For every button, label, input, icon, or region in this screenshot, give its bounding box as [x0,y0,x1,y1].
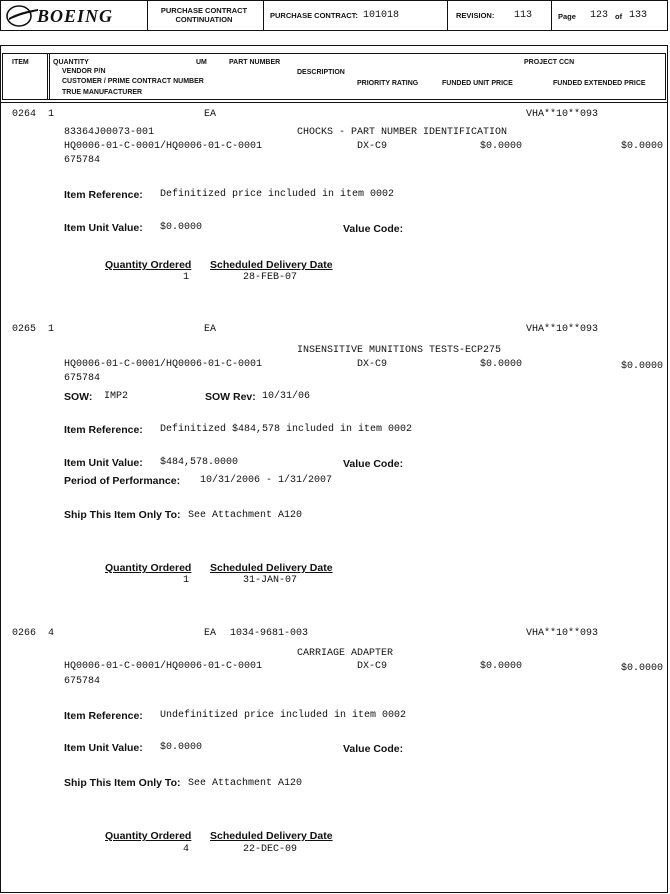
col-part-number: PART NUMBER [229,59,281,66]
header-rule [0,102,668,103]
item-number: 0264 [12,109,37,120]
document-header [0,0,668,31]
sow-rev-label: SOW Rev: [205,391,256,403]
col-um: UM [196,59,207,66]
divider [551,1,552,31]
boeing-logo [5,4,140,28]
item-unit-value: $0.0000 [160,222,203,233]
item-contract: HQ0006-01-C-0001/HQ0006-01-C-0001 [64,359,263,370]
item-contract: HQ0006-01-C-0001/HQ0006-01-C-0001 [64,141,263,152]
scheduled-delivery-label: Scheduled Delivery Date [210,259,333,271]
page-total: 133 [629,10,648,21]
item-reference-label: Item Reference: [64,424,143,436]
col-item: ITEM [12,59,29,66]
scheduled-delivery-label: Scheduled Delivery Date [210,562,333,574]
item-quantity: 4 [48,628,55,639]
scheduled-delivery-value: 22-DEC-09 [243,844,298,855]
page-frame [0,45,668,893]
item-contract: HQ0006-01-C-0001/HQ0006-01-C-0001 [64,661,263,672]
value-code-label: Value Code: [343,458,404,470]
period-value: 10/31/2006 - 1/31/2007 [200,475,333,486]
item-quantity: 1 [48,109,55,120]
divider [49,54,50,99]
item-description: CHOCKS - PART NUMBER IDENTIFICATION [297,127,508,138]
sow-rev-value: 10/31/06 [262,391,311,402]
item-reference-value: Undefinitized price included in item 0002 [160,710,407,721]
doc-title-line1: PURCHASE CONTRACT [160,6,248,15]
item-description: CARRIAGE ADAPTER [297,648,394,659]
ship-only-label: Ship This Item Only To: [64,777,181,789]
value-code-label: Value Code: [343,223,404,235]
item-project-ccn: VHA**10**093 [526,109,599,120]
ship-only-value: See Attachment A120 [188,778,303,789]
item-extended-price: $0.0000 [621,663,664,674]
col-funded-unit-price: FUNDED UNIT PRICE [442,80,513,87]
divider [447,1,448,31]
item-reference-label: Item Reference: [64,189,143,201]
item-manufacturer: 675784 [64,676,101,687]
sow-label: SOW: [64,391,93,403]
item-unit-value-label: Item Unit Value: [64,222,143,234]
value-code-label: Value Code: [343,743,404,755]
quantity-ordered-label: Quantity Ordered [105,830,192,842]
item-unit-price: $0.0000 [480,661,523,672]
item-manufacturer: 675784 [64,373,101,384]
col-description: DESCRIPTION [297,69,345,76]
page-of: of [615,12,623,21]
revision-number: 113 [514,10,533,21]
item-manufacturer: 675784 [64,155,101,166]
item-um: EA [204,628,217,639]
item-extended-price: $0.0000 [621,361,664,372]
doc-title-line2: CONTINUATION [175,15,233,24]
period-label: Period of Performance: [64,475,181,487]
scheduled-delivery-value: 28-FEB-07 [243,272,298,283]
item-reference-value: Definitized price included in item 0002 [160,189,395,200]
quantity-ordered-value: 1 [183,575,190,586]
item-project-ccn: VHA**10**093 [526,324,599,335]
item-unit-value-label: Item Unit Value: [64,742,143,754]
item-description: INSENSITIVE MUNITIONS TESTS-ECP275 [297,345,502,356]
sow-value: IMP2 [104,391,129,402]
item-project-ccn: VHA**10**093 [526,628,599,639]
item-reference-label: Item Reference: [64,710,143,722]
page-label: Page [558,12,576,21]
item-reference-value: Definitized $484,578 included in item 0002 [160,424,413,435]
quantity-ordered-value: 4 [183,844,190,855]
quantity-ordered-value: 1 [183,272,190,283]
item-priority: DX-C9 [357,359,388,370]
ship-only-value: See Attachment A120 [188,510,303,521]
col-customer-contract: CUSTOMER / PRIME CONTRACT NUMBER [62,78,204,85]
item-priority: DX-C9 [357,141,388,152]
boeing-logo-icon [5,4,39,28]
item-unit-value: $484,578.0000 [160,457,239,468]
item-unit-value-label: Item Unit Value: [64,457,143,469]
item-vendor-pn: 83364J00073-001 [64,127,155,138]
divider [263,1,264,31]
divider [47,54,48,99]
col-vendor-pn: VENDOR P/N [62,68,106,75]
item-number: 0265 [12,324,37,335]
item-um: EA [204,324,217,335]
col-priority-rating: PRIORITY RATING [357,80,419,87]
divider [147,1,148,31]
item-unit-value: $0.0000 [160,742,203,753]
quantity-ordered-label: Quantity Ordered [105,562,192,574]
item-number: 0266 [12,628,37,639]
item-part-number: 1034-9681-003 [230,628,309,639]
item-unit-price: $0.0000 [480,359,523,370]
item-extended-price: $0.0000 [621,141,664,152]
scheduled-delivery-value: 31-JAN-07 [243,575,298,586]
item-priority: DX-C9 [357,661,388,672]
scheduled-delivery-label: Scheduled Delivery Date [210,830,333,842]
page-number: 123 [590,10,609,21]
brand-name: BOEING [37,6,114,26]
col-quantity: QUANTITY [53,59,89,66]
col-funded-extended-price: FUNDED EXTENDED PRICE [553,80,646,87]
col-project-ccn: PROJECT CCN [524,59,575,66]
revision-label: REVISION: [456,11,495,20]
contract-label: PURCHASE CONTRACT: [270,11,358,20]
item-quantity: 1 [48,324,55,335]
ship-only-label: Ship This Item Only To: [64,509,181,521]
quantity-ordered-label: Quantity Ordered [105,259,192,271]
item-um: EA [204,109,217,120]
col-true-manufacturer: TRUE MANUFACTURER [62,89,143,96]
contract-number: 101018 [363,10,400,21]
item-unit-price: $0.0000 [480,141,523,152]
